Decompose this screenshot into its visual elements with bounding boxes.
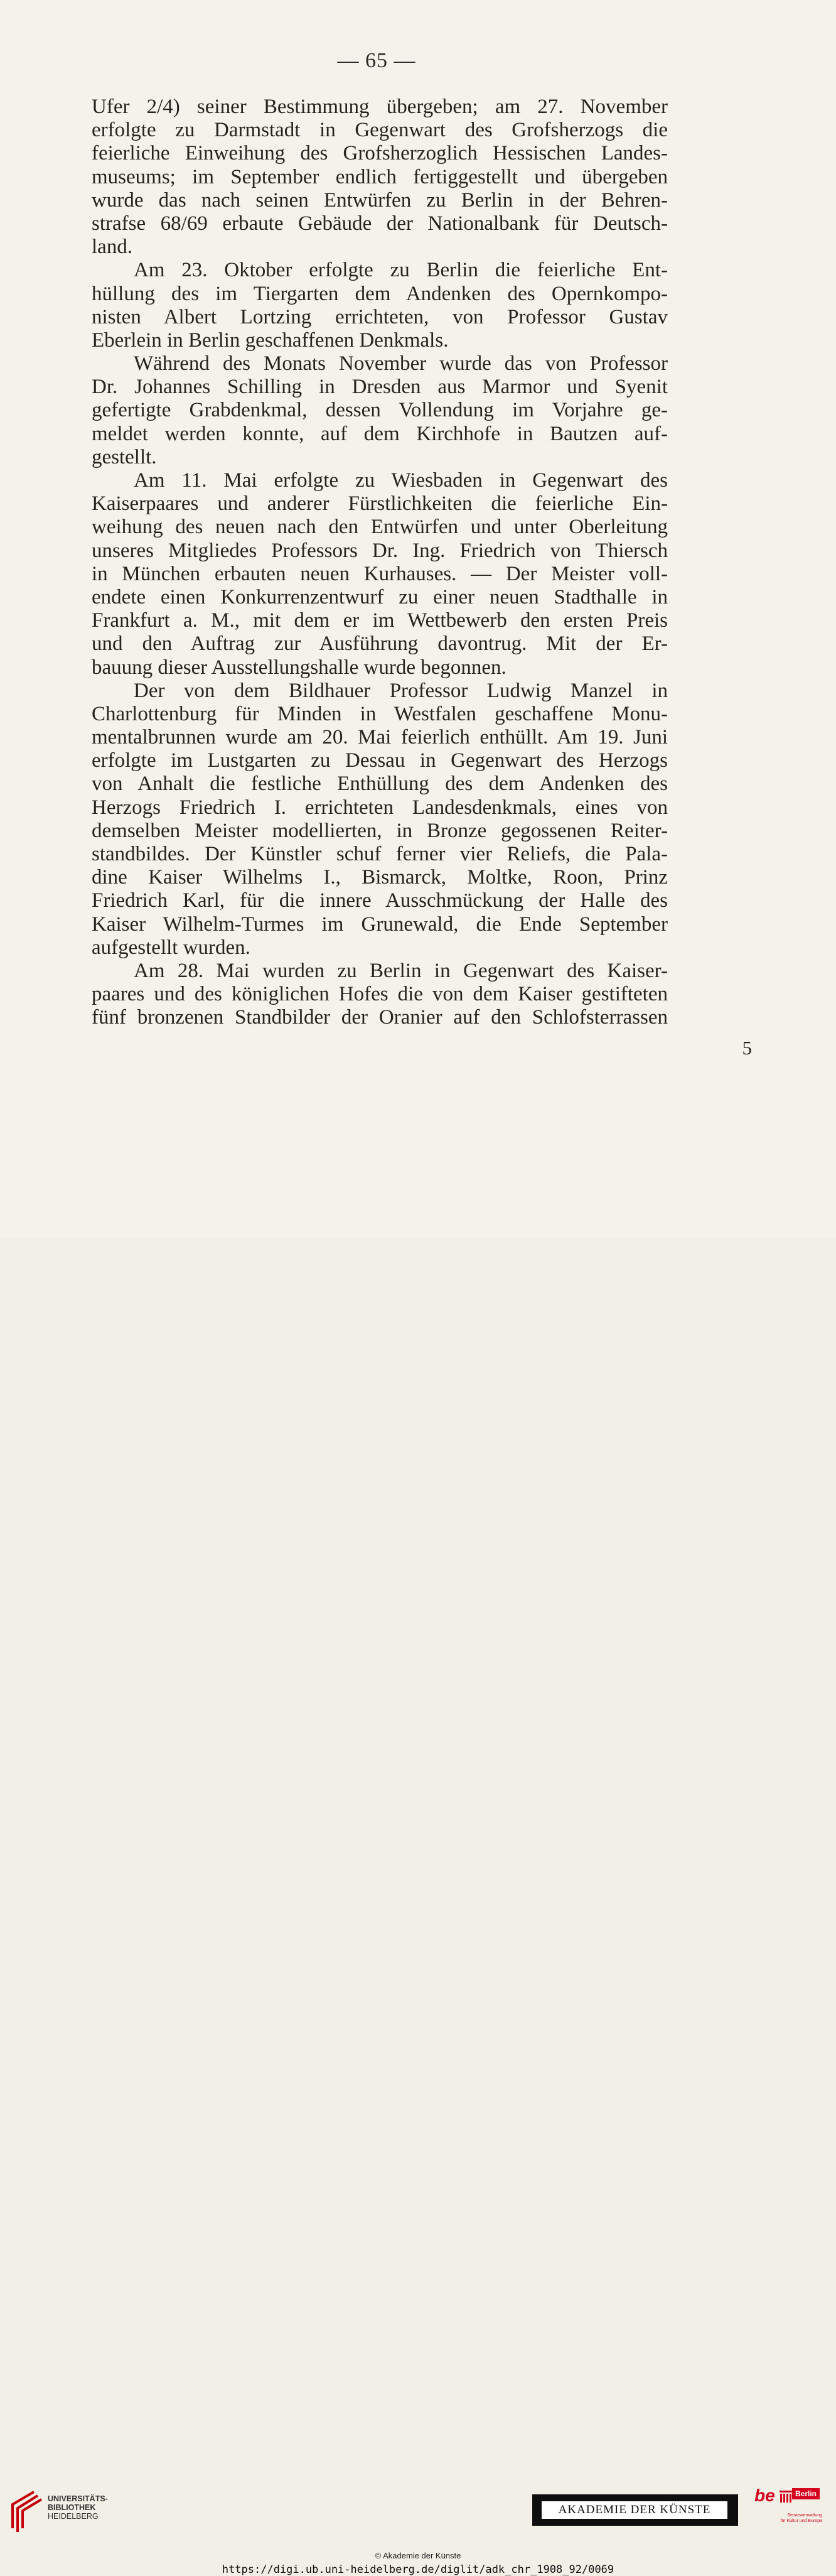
signature-mark: 5 (742, 1037, 752, 1059)
text-line: bauung dieser Ausstellungshalle wurde begonnen. (92, 656, 506, 679)
adk-logo-text: AKADEMIE DER KÜNSTE (542, 2501, 727, 2519)
text-line: wurde das nach seinen Entwürfen zu Berlin in der Behren- (92, 188, 668, 212)
text-line: erfolgte zu Darmstadt in Gegenwart des Grofsherzogs die (92, 119, 668, 142)
text-line: Der von dem Bildhauer Professor Ludwig Manzel in (134, 679, 668, 702)
senate-department (763, 2513, 822, 2524)
uni-line-3: HEIDELBERG (48, 2512, 99, 2521)
uni-line-2: BIBLIOTHEK (48, 2503, 96, 2512)
akademie-der-kuenste-logo[interactable] (532, 2494, 738, 2526)
text-line: Herzogs Friedrich I. errichteten Landesdenkmals, eines von (92, 796, 668, 819)
text-line: Kaiserpaares und anderer Fürstlichkeiten die feierliche Ein- (92, 492, 668, 516)
copyright-notice: © Akademie der Künste (375, 2551, 461, 2560)
text-line: meldet werden konnte, auf dem Kirchhofe in Bautzen auf- (92, 422, 668, 445)
university-library-name (48, 2494, 108, 2521)
berlin-tag: Berlin (792, 2488, 820, 2499)
text-line: Frankfurt a. M., mit dem er im Wettbewerb den ersten Preis (92, 609, 668, 632)
text-line: nisten Albert Lortzing errichteten, von Professor Gustav (92, 305, 668, 328)
text-line: standbildes. Der Künstler schuf ferner vier Reliefs, die Pala- (92, 843, 668, 865)
text-line: mentalbrunnen wurde am 20. Mai feierlich enthüllt. Am 19. Juni (92, 726, 668, 749)
text-line: Am 28. Mai wurden zu Berlin in Gegenwart des Kaiser- (134, 959, 668, 982)
dept-line-1: Senatsverwaltung (787, 2513, 822, 2518)
text-line: in München erbauten neuen Kurhauses. — Der Meister voll- (92, 562, 668, 585)
text-line: strafse 68/69 erbaute Gebäude der Nationalbank für Deutsch- (92, 212, 668, 235)
text-line: gefertigte Grabdenkmal, dessen Vollendung im Vorjahre ge- (92, 399, 668, 422)
text-line: Am 23. Oktober erfolgte zu Berlin die feierliche Ent- (134, 259, 668, 282)
text-line: Friedrich Karl, für die innere Ausschmückung der Halle des (92, 889, 668, 912)
viewer-footer (0, 1238, 836, 2576)
text-line: Kaiser Wilhelm-Turmes im Grunewald, die Ende September (92, 912, 668, 936)
dept-line-2: für Kultur und Europa (780, 2518, 822, 2523)
text-line: fünf bronzenen Standbilder der Oranier auf den Schlofsterrassen (92, 1006, 668, 1029)
source-url-link[interactable]: https://digi.ub.uni-heidelberg.de/diglit/adk_chr_1908_92/0069 (222, 2563, 614, 2576)
text-line: und den Auftrag zur Ausführung davontrug. Mit der Er- (92, 632, 668, 656)
text-line: Dr. Johannes Schilling in Dresden aus Marmor und Syenit (92, 376, 668, 399)
text-line: Während des Monats November wurde das von Professor (134, 352, 668, 376)
text-line: aufgestellt wurden. (92, 936, 250, 959)
text-line: Am 11. Mai erfolgte zu Wiesbaden in Gegenwart des (134, 469, 668, 492)
text-line: Ufer 2/4) seiner Bestimmung übergeben; am 27. November (92, 95, 668, 118)
text-line: paares und des königlichen Hofes die von dem Kaiser gestifteten (92, 983, 668, 1006)
text-line: gestellt. (92, 445, 157, 468)
text-line: weihung des neuen nach den Entwürfen und unter Oberleitung (92, 516, 668, 539)
text-line: hüllung des im Tiergarten dem Andenken des Opernkompo- (92, 282, 668, 305)
text-line: demselben Meister modellierten, in Bronze gegossenen Reiter- (92, 819, 668, 842)
text-line: Charlottenburg für Minden in Westfalen geschaffene Monu- (92, 702, 668, 725)
text-line: feierliche Einweihung des Grofsherzoglich Hessischen Landes- (92, 142, 668, 165)
text-line: Eberlein in Berlin geschaffenen Denkmals. (92, 328, 449, 352)
uni-line-1: UNIVERSITÄTS- (48, 2494, 108, 2503)
body-text (92, 95, 668, 1030)
text-line: endete einen Konkurrenzentwurf zu einer neuen Stadthalle in (92, 585, 668, 609)
scanned-page (0, 0, 836, 1238)
text-line: von Anhalt die festliche Enthüllung des dem Andenken des (92, 772, 668, 796)
text-line: land. (92, 235, 133, 259)
brandenburg-gate-icon (780, 2491, 793, 2503)
text-line: museums; im September endlich fertiggestellt und übergeben (92, 165, 668, 188)
berlin-senate-logo[interactable] (752, 2486, 823, 2533)
university-library-logo-icon (8, 2488, 45, 2533)
text-line: unseres Mitgliedes Professors Dr. Ing. Friedrich von Thiersch (92, 539, 668, 562)
text-line: dine Kaiser Wilhelms I., Bismarck, Moltke, Roon, Prinz (92, 866, 668, 889)
page-number: — 65 — (337, 49, 416, 72)
text-line: erfolgte im Lustgarten zu Dessau in Gegenwart des Herzogs (92, 749, 668, 772)
be-berlin-mark: be (754, 2486, 775, 2505)
